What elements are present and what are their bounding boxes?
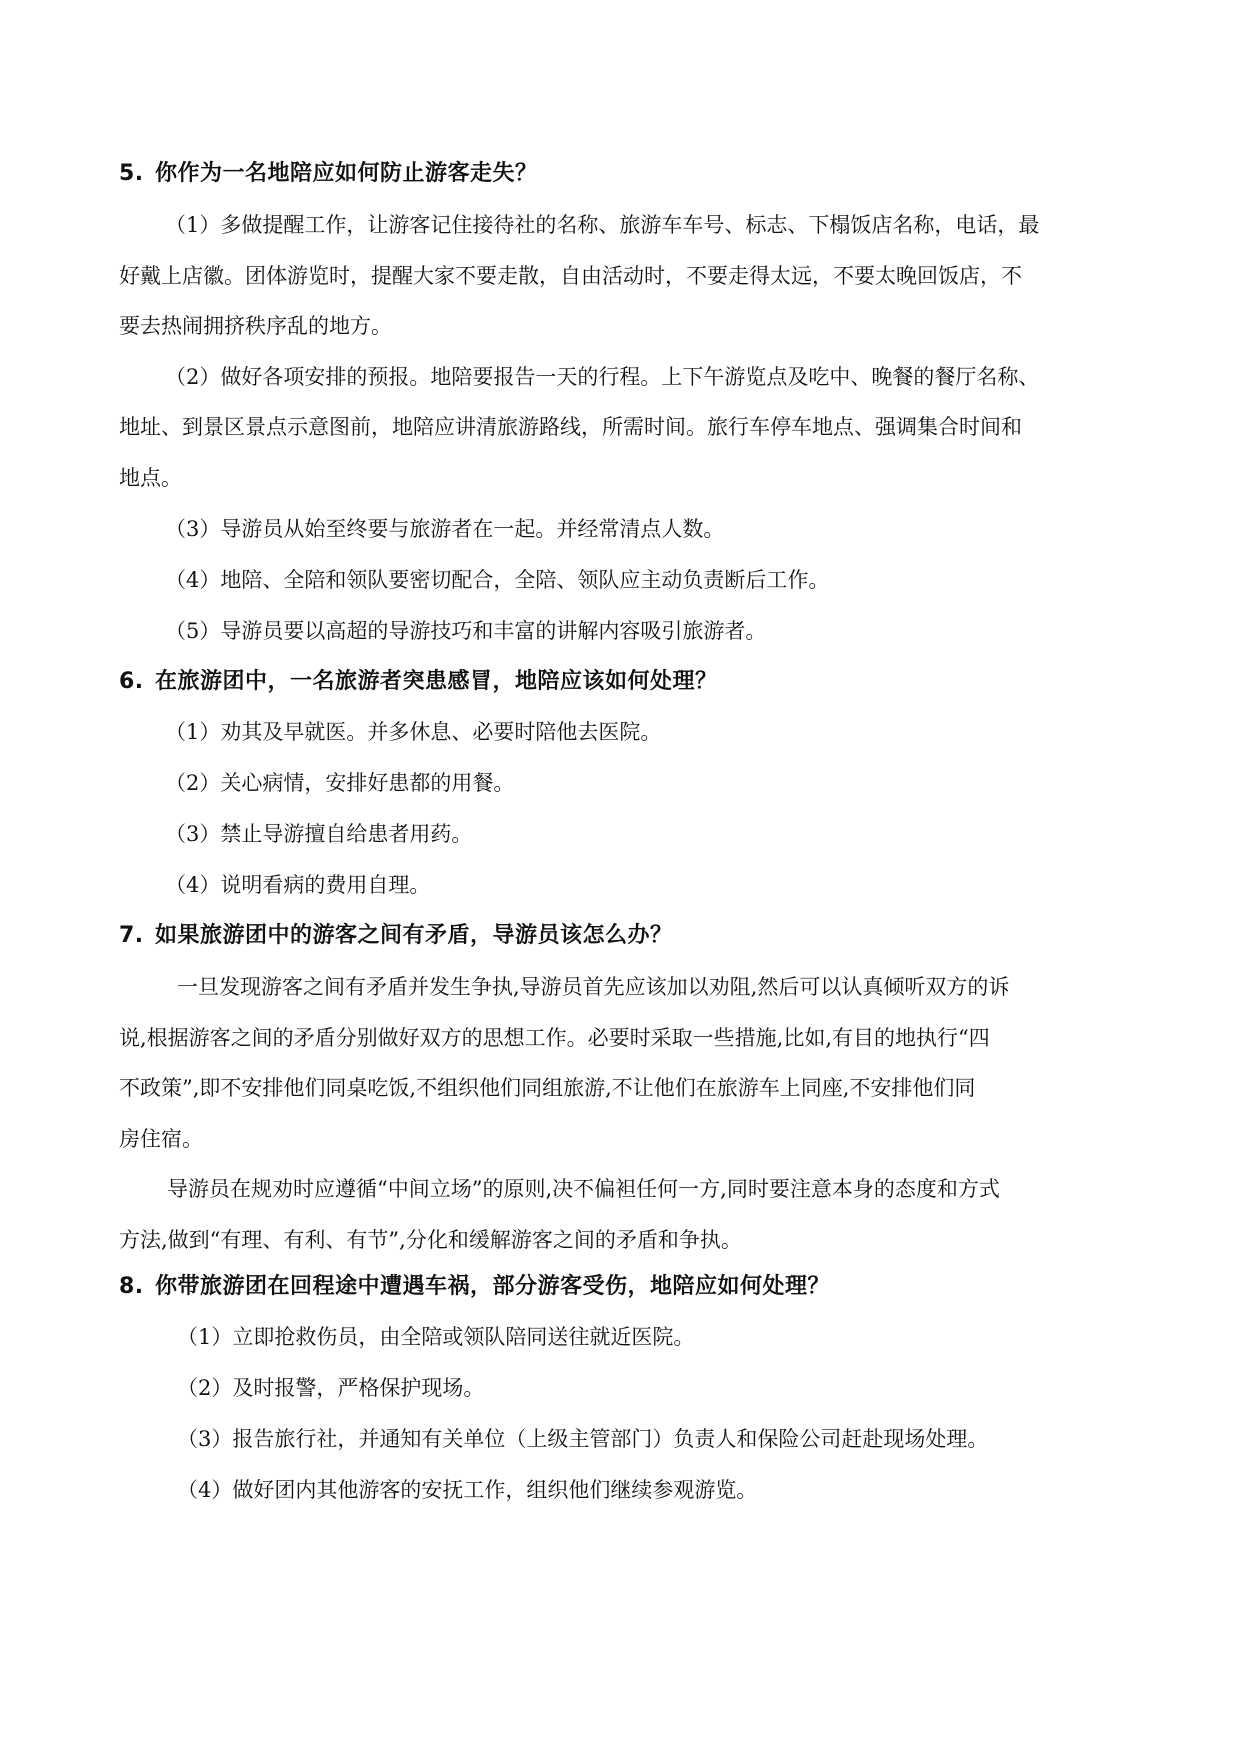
list-item: （4）说明看病的费用自理。 [165, 873, 431, 897]
section-7-heading: 如果旅游团中的游客之间有矛盾，导游员该怎么办？ [155, 923, 673, 948]
list-item: （1）劝其及早就医。并多休息、必要时陪他去医院。 [165, 720, 662, 744]
section-7 [119, 920, 1181, 1271]
section-6-heading: 在旅游团中，一名旅游者突患感冒，地陪应该如何处理？ [155, 669, 718, 694]
list-item: （5）导游员要以高超的导游技巧和丰富的讲解内容吸引旅游者。 [165, 619, 767, 643]
paragraph-line: 好戴上店徽。团体游览时，提醒大家不要走散，自由活动时，不要走得太远，不要太晚回饭店，不 [119, 263, 1022, 288]
section-8-heading: 你带旅游团在回程途中遭遇车祸，部分游客受伤，地陪应如何处理？ [155, 1274, 831, 1299]
paragraph-line: 地点。 [119, 465, 182, 490]
section-5-number: 5. [119, 161, 144, 186]
section-6-title [119, 666, 1181, 698]
section-7-paragraph-1 [119, 962, 1181, 1164]
paragraph-line: （2）做好各项安排的预报。地陪要报告一天的行程。上下午游览点及吃中、晚餐的餐厅名称、 [165, 364, 1040, 389]
document-content [119, 158, 1181, 1525]
list-item: （4）地陪、全陪和领队要密切配合，全陪、领队应主动负责断后工作。 [165, 568, 830, 592]
paragraph-line: 要去热闹拥挤秩序乱的地方。 [119, 314, 392, 338]
section-5-title [119, 158, 1181, 190]
section-5-paragraph-1 [119, 200, 1181, 352]
section-6-number: 6. [119, 669, 144, 694]
paragraph-line: 说,根据游客之间的矛盾分别做好双方的思想工作。必要时采取一些措施,比如,有目的地执行“四 [119, 1025, 990, 1050]
section-6 [119, 666, 1181, 901]
section-5-heading: 你作为一名地陪应如何防止游客走失？ [155, 161, 538, 186]
section-7-title [119, 920, 1181, 952]
section-8 [119, 1271, 1181, 1506]
paragraph-line: 导游员在规劝时应遵循“中间立场”的原则,决不偏袒任何一方,同时要注意本身的态度和方式 [167, 1177, 1000, 1201]
paragraph-line: 房住宿。 [119, 1126, 203, 1151]
list-item: （3）报告旅行社，并通知有关单位（上级主管部门）负责人和保险公司赶赴现场处理。 [177, 1427, 989, 1451]
list-item: （4）做好团内其他游客的安抚工作，组织他们继续参观游览。 [177, 1478, 758, 1502]
section-8-title [119, 1271, 1181, 1303]
list-item: （2）关心病情，安排好患都的用餐。 [165, 771, 515, 795]
section-5 [119, 158, 1181, 647]
section-8-number: 8. [119, 1274, 144, 1299]
paragraph-line: 不政策”,即不安排他们同桌吃饭,不组织他们同组旅游,不让他们在旅游车上同座,不安排他们同 [119, 1076, 976, 1100]
list-item: （3）禁止导游擅自给患者用药。 [165, 822, 473, 846]
list-item: （3）导游员从始至终要与旅游者在一起。并经常清点人数。 [165, 517, 725, 541]
paragraph-line: （1）多做提醒工作，让游客记住接待社的名称、旅游车车号、标志、下榻饭店名称，电话，最 [165, 213, 1040, 237]
paragraph-line: 一旦发现游客之间有矛盾并发生争执,导游员首先应该加以劝阻,然后可以认真倾听双方的诉 [177, 975, 1010, 999]
list-item: （2）及时报警，严格保护现场。 [177, 1376, 485, 1400]
section-7-number: 7. [119, 923, 144, 948]
list-item: （1）立即抢救伤员，由全陪或领队陪同送往就近医院。 [177, 1325, 695, 1349]
section-7-paragraph-2 [119, 1164, 1181, 1265]
paragraph-line: 地址、到景区景点示意图前，地陪应讲清旅游路线，所需时间。旅行车停车地点、强调集合时间和 [119, 415, 1022, 439]
paragraph-line: 方法,做到“有理、有利、有节”,分化和缓解游客之间的矛盾和争执。 [119, 1227, 742, 1252]
section-5-paragraph-2 [119, 352, 1181, 504]
